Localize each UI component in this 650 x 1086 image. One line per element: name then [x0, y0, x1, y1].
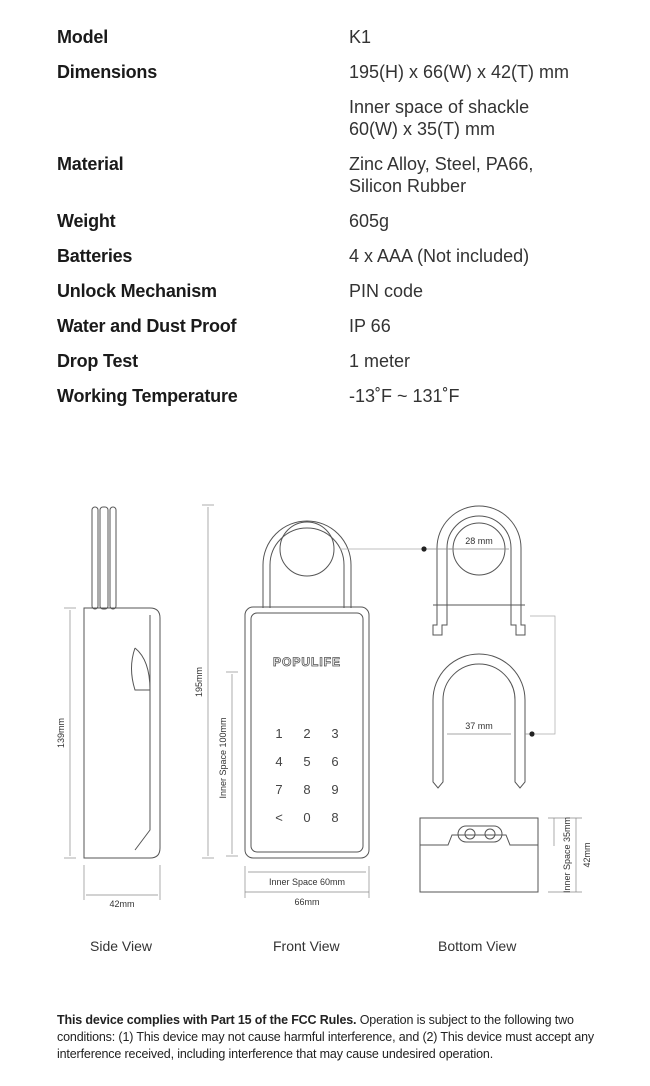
keypad-key: 3: [331, 726, 339, 741]
spec-label: Material: [57, 154, 124, 174]
spec-row-ip: [57, 315, 617, 350]
spec-label: Weight: [57, 211, 116, 231]
connector-dot: [529, 731, 534, 736]
keypad-key: 8: [331, 810, 339, 825]
spec-row-material: [57, 153, 617, 210]
keypad-key: 4: [275, 754, 283, 769]
spec-value-line: Zinc Alloy, Steel, PA66,: [349, 154, 534, 174]
spec-value-line: 195(H) x 66(W) x 42(T) mm: [349, 62, 570, 82]
spec-value-line: 605g: [349, 211, 390, 231]
keypad-key: <: [275, 810, 283, 825]
keypad-key: 6: [331, 754, 339, 769]
spec-value: [349, 61, 617, 83]
spec-value: [349, 245, 617, 267]
spec-label: Drop Test: [57, 351, 138, 371]
total-height-label: 195mm: [194, 666, 204, 698]
side-height-label: 139mm: [56, 717, 66, 749]
fcc-statement-text: Operation is subject to the following two conditions: (1) This device may not cause harmful interference, and (2) This device must accept any interference received, including interference that may cause undesired operation.: [57, 1013, 595, 1061]
inner-width-label: Inner Space 60mm: [268, 877, 346, 887]
keypad-key: 9: [331, 782, 339, 797]
spec-value-line: 4 x AAA (Not included): [349, 246, 530, 266]
side-depth-label: 42mm: [109, 899, 135, 909]
keypad-key: 8: [303, 782, 311, 797]
spec-value-line: Inner space of shackle: [349, 97, 530, 117]
spec-value: [349, 385, 617, 407]
spec-row-model: [57, 26, 617, 61]
bottom-view-drawing: [420, 506, 582, 892]
spec-label: Dimensions: [57, 62, 158, 82]
keypad-key: 1: [275, 726, 283, 741]
bottom-depth-label: 42mm: [582, 842, 592, 868]
spec-value-line: IP 66: [349, 316, 391, 336]
spec-value-line: Silicon Rubber: [349, 176, 467, 196]
spec-value: [349, 26, 617, 48]
spec-value-line: PIN code: [349, 281, 424, 301]
side-view-caption: Side View: [90, 938, 153, 954]
total-width-label: 66mm: [294, 897, 320, 907]
spec-value-line: 1 meter: [349, 351, 411, 371]
spec-row-weight: [57, 210, 617, 245]
spec-table: [57, 26, 617, 420]
brand-logo: POPULIFE: [272, 655, 342, 669]
inner-height-label: Inner Space 100mm: [218, 717, 228, 799]
technical-drawing: [0, 490, 650, 920]
spec-value-line: K1: [349, 27, 372, 47]
front-view-caption: Front View: [273, 938, 340, 954]
bottom-view-caption: Bottom View: [438, 938, 517, 954]
spec-value-line: -13˚F ~ 131˚F: [349, 386, 460, 406]
spec-label: Working Temperature: [57, 386, 238, 406]
keypad-key: 5: [303, 754, 311, 769]
front-view-drawing: [202, 505, 424, 898]
bottom-inner-label: Inner Space 35mm: [562, 816, 572, 894]
spec-row-unlock: [57, 280, 617, 315]
fcc-statement: [57, 1012, 597, 1063]
shackle-diameter-label: 28 mm: [465, 536, 493, 546]
spec-label: Batteries: [57, 246, 133, 266]
connector-dot: [421, 546, 426, 551]
spec-row-dimensions: [57, 61, 617, 96]
spec-value: [349, 153, 617, 197]
keypad-key: 0: [303, 810, 311, 825]
keypad-key: 2: [303, 726, 311, 741]
spec-row-temperature: [57, 385, 617, 420]
spec-row-batteries: [57, 245, 617, 280]
spec-row-drop: [57, 350, 617, 385]
spec-row-shackle: [57, 96, 617, 153]
spec-value: [349, 350, 617, 372]
spec-value: [349, 280, 617, 302]
spec-value-line: 60(W) x 35(T) mm: [349, 119, 495, 139]
spec-label: Water and Dust Proof: [57, 316, 237, 336]
spec-value: [349, 315, 617, 337]
fcc-statement-bold: This device complies with Part 15 of the FCC Rules.: [57, 1013, 357, 1027]
spec-label: Model: [57, 27, 108, 47]
spec-value: [349, 210, 617, 232]
keypad-key: 7: [275, 782, 283, 797]
spec-value: [349, 96, 617, 140]
side-view-drawing: [64, 507, 160, 900]
spec-label: Unlock Mechanism: [57, 281, 217, 301]
shackle-inner-width-label: 37 mm: [465, 721, 493, 731]
